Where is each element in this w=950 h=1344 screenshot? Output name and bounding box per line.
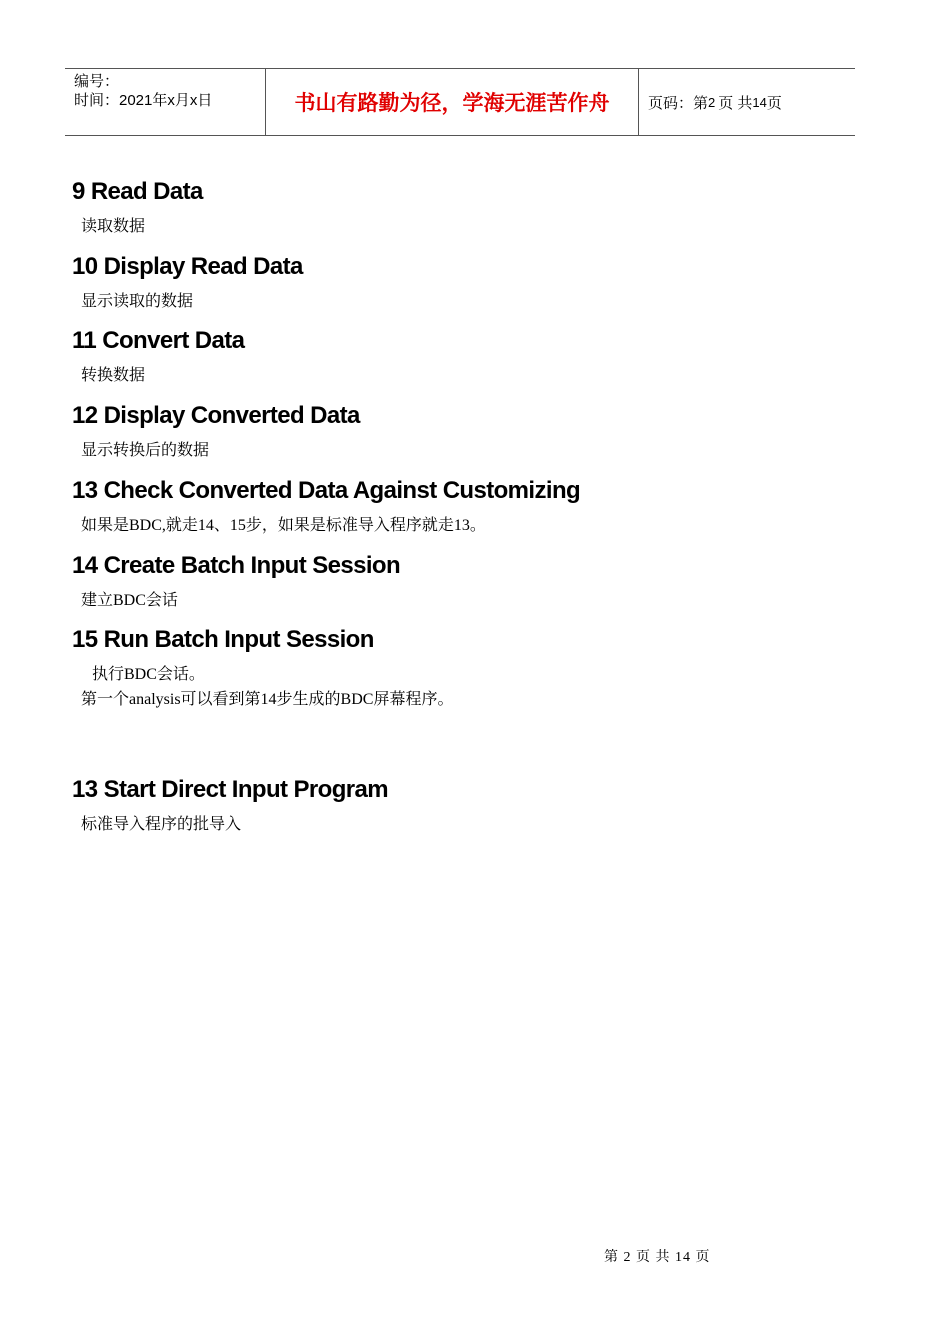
header-meta [65, 69, 266, 135]
page-total: 14 [752, 94, 767, 110]
section-display-converted-data [72, 402, 360, 462]
section-desc: 读取数据 [81, 218, 146, 235]
section-create-batch-input [72, 552, 400, 612]
section-title: 13 Check Converted Data Against Customizing [72, 477, 581, 504]
section-desc: 执行BDC会话。 [92, 666, 205, 683]
section-desc: 转换数据 [81, 367, 146, 384]
time-label: 时间：2021年x月x日 [74, 92, 213, 109]
header-motto [266, 69, 639, 135]
section-desc: 显示读取的数据 [81, 293, 194, 310]
page-header [65, 68, 855, 136]
motto-text: 书山有路勤为径，学海无涯苦作舟 [294, 91, 610, 115]
section-title: 15 Run Batch Input Session [72, 626, 374, 653]
page-footer: 第 2 页 共 14 页 [604, 1250, 711, 1265]
number-label: 编号： [74, 73, 120, 90]
section-title: 12 Display Converted Data [72, 402, 360, 429]
section-convert-data [72, 327, 244, 387]
section-title: 10 Display Read Data [72, 253, 303, 280]
section-desc: 如果是BDC,就走14、15步，如果是标准导入程序就走13。 [81, 517, 486, 534]
section-check-converted-data [72, 477, 580, 537]
section-desc: 标准导入程序的批导入 [81, 816, 242, 833]
section-title: 9 Read Data [72, 178, 203, 205]
section-run-batch-input [72, 626, 453, 711]
header-page-info [639, 69, 855, 135]
section-title: 14 Create Batch Input Session [72, 552, 401, 579]
section-title: 11 Convert Data [72, 327, 245, 354]
section-start-direct-input [72, 776, 388, 836]
section-desc: 显示转换后的数据 [81, 442, 210, 459]
section-title: 13 Start Direct Input Program [72, 776, 389, 803]
page-number: 2 [708, 94, 716, 110]
page-end: 页 [766, 94, 782, 112]
page-mid: 页 共 [718, 94, 753, 112]
page-label: 页码：第 [648, 94, 709, 112]
section-desc-extra: 第一个analysis可以看到第14步生成的BDC屏幕程序。 [81, 691, 454, 708]
section-display-read-data [72, 253, 303, 313]
section-read-data [72, 178, 203, 238]
section-desc: 建立BDC会话 [81, 592, 178, 609]
